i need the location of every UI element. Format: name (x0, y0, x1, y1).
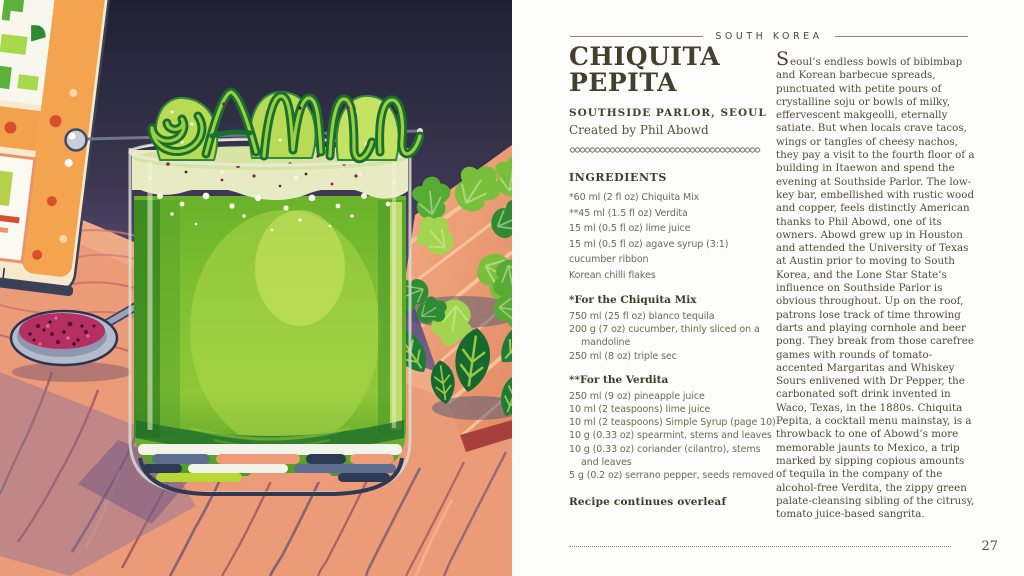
ingredient-item: 200 g (7 oz) cucumber, thinly sliced on a mandoline (569, 324, 760, 349)
cocktail-glass (130, 138, 410, 494)
ingredient-item: cucumber ribbon (569, 254, 649, 265)
ingredient-item: Korean chilli flakes (569, 269, 656, 281)
recipe-page (512, 0, 1024, 576)
chiquita-mix-heading: *For the Chiquita Mix (569, 294, 697, 306)
verdita-heading: **For the Verdita (569, 373, 669, 386)
region-label: SOUTH KOREA (715, 31, 823, 42)
page-header (570, 31, 968, 42)
header-rule-right (835, 36, 968, 37)
ingredients-heading: INGREDIENTS (569, 171, 667, 184)
ingredient-item: 750 ml (25 fl oz) blanco tequila (569, 311, 715, 322)
ingredient-item: 15 ml (0.5 fl oz) lime juice (569, 223, 691, 234)
ingredient-item: *60 ml (2 fl oz) Chiquita Mix (569, 192, 700, 203)
ingredient-item: **45 ml (1.5 fl oz) Verdita (569, 207, 688, 219)
ingredient-item: 10 g (0.33 oz) spearmint, stems and leaves (569, 430, 772, 442)
wavy-divider (569, 145, 765, 155)
page-title: CHIQUITA PEPITA (569, 42, 721, 97)
footer-rule (569, 546, 951, 547)
ingredient-item: 250 ml (9 oz) pineapple juice (569, 390, 705, 402)
header-rule-left (570, 36, 703, 37)
ingredient-item: 5 g (0.2 oz) serrano pepper, seeds removed (569, 470, 774, 482)
venue-label: SOUTHSIDE PARLOR, SEOUL (569, 107, 767, 119)
ingredients-list (569, 190, 777, 283)
recipe-column (569, 44, 777, 508)
cucumber-ribbon-garnish (152, 92, 420, 160)
drop-cap: S (776, 48, 790, 70)
ingredient-item: 15 ml (0.5 fl oz) agave syrup (3:1) (569, 238, 729, 250)
description-text: eoul’s endless bowls of bibimbap and Korean barbecue spreads, punctuated with petite pours of crystalline soju or bowls of milky, effervescent makgeolli, eternally satiate. But when locals crave tacos, wings or tangles of cheesy nachos, they pay a visit to the fourth floor of a building in Itaewon and spend the evening at Southside Parlor. The low-key bar, embellished with rustic wood and copper, feels distinctly American thanks to Phil Abowd, one of its owners. Abowd grew up in Houston and attended the University of Texas at Austin prior to moving to South Korea, and the Lone Star State’s influence on Southside Parlor is obvious throughout. Up on the roof, patrons lose track of time throwing darts and playing cornhole and beer pong. They break from those carefree games with rounds of tomato-accented Margaritas and Whiskey Sours enlivened with Dr Pepper, the carbonated soft drink invented in Waco, Texas, in the 1880s. Chiquita Pepita, a cocktail menu mainstay, is a throwback to one of Abowd’s more memorable jaunts to Mexico, a trip marked by sipping copious amounts of tequila in the company of the alcohol-free Verdita, the zippy green palate-cleansing sibling of the citrusy, tomato juice-based sangrita. (776, 56, 975, 521)
ingredient-item: 10 g (0.33 oz) coriander (cilantro), stems and leaves (569, 443, 761, 468)
recipe-continues-note: Recipe continues overleaf (569, 496, 727, 509)
byline: Created by Phil Abowd (569, 123, 709, 137)
chiquita-mix-list (569, 310, 777, 363)
ingredient-item: 10 ml (2 teaspoons) Simple Syrup (page 10) (569, 417, 776, 429)
ingredient-item: 250 ml (8 oz) triple sec (569, 350, 677, 362)
page-number: 27 (981, 539, 998, 554)
ingredient-item: 10 ml (2 teaspoons) lime juice (569, 404, 711, 416)
verdita-list (569, 390, 777, 482)
description-column (776, 48, 976, 521)
page-footer (569, 539, 1010, 554)
